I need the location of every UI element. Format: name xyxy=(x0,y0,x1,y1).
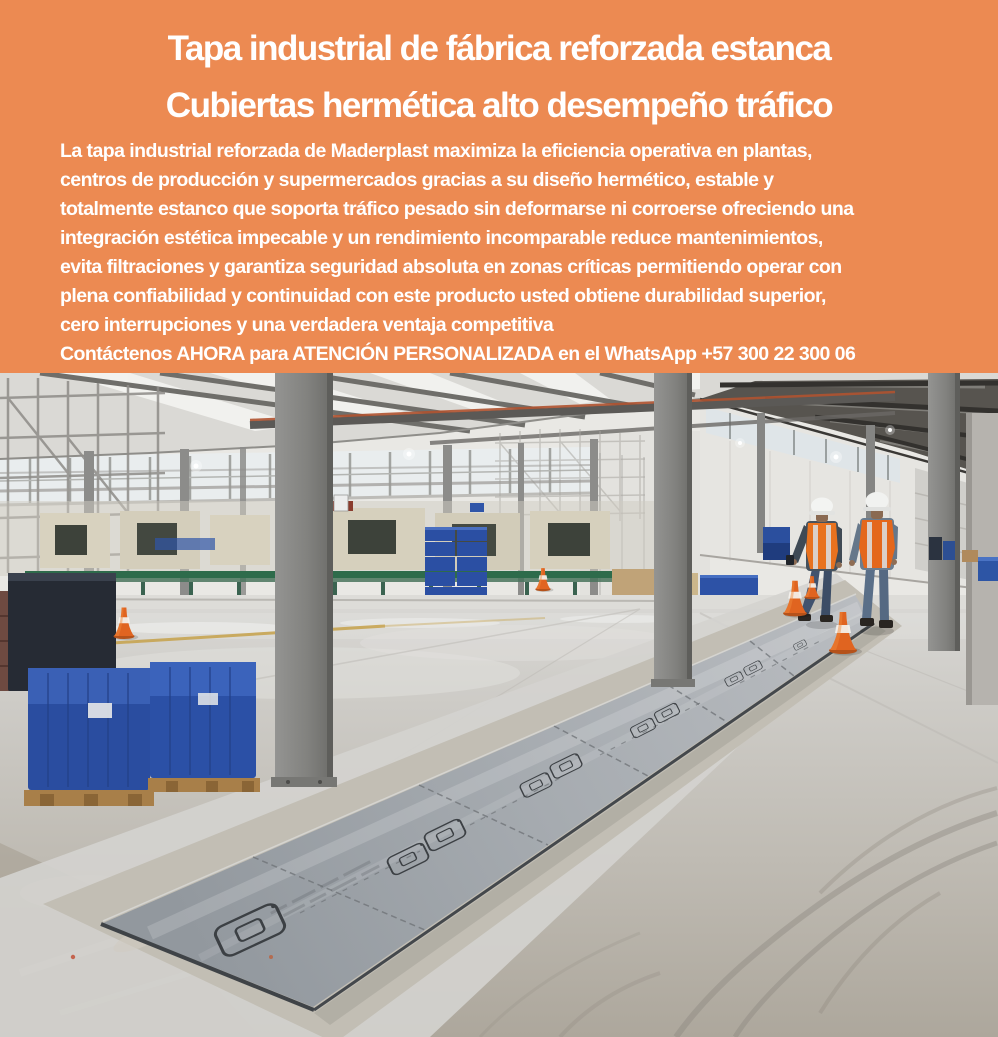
cardboard-box xyxy=(962,550,978,562)
copy-line: La tapa industrial reforzada de Maderplast maximiza la eficiencia operativa en plantas, xyxy=(60,140,812,162)
boot xyxy=(860,618,874,626)
whatsapp-contact-line: Contáctenos AHORA para ATENCIÓN PERSONALIZADA en el WhatsApp +57 300 22 300 06 xyxy=(60,343,856,365)
blue-machine-panel xyxy=(155,538,215,550)
reflective-stripe xyxy=(882,522,887,568)
copy-line: evita filtraciones y garantiza seguridad absoluta en zonas críticas permitiendo operar con xyxy=(60,256,842,278)
boot xyxy=(879,620,893,628)
page-title-line1: Tapa industrial de fábrica reforzada estanca xyxy=(167,29,831,68)
orange-header-banner xyxy=(0,0,998,373)
bin-label xyxy=(198,693,218,705)
safety-vest xyxy=(806,523,838,569)
factory-photo xyxy=(0,373,998,1037)
steel-column-center xyxy=(651,373,695,687)
copy-line: cero interrupciones y una verdadera ventaja competitiva xyxy=(60,314,554,336)
paint-dot xyxy=(71,955,75,959)
copy-line: plena confiabilidad y continuidad con este producto usted obtiene durabilidad superior, xyxy=(60,285,826,307)
marketing-copy xyxy=(60,137,980,369)
dark-drum xyxy=(929,537,942,560)
phone xyxy=(786,555,794,565)
copy-line: integración estética impecable y un rendimiento incomparable reduce mantenimientos, xyxy=(60,227,823,249)
factory-photo-illustration xyxy=(0,373,998,1037)
copy-line: totalmente estanco que soporta tráfico pesado sin deformarse ni corroerse ofreciendo una xyxy=(60,198,854,220)
copy-line: centros de producción y supermercados gracias a su diseño hermético, estable y xyxy=(60,169,774,191)
reflective-stripe xyxy=(826,525,831,569)
blue-bins-foreground xyxy=(28,662,256,790)
reflective-stripe xyxy=(867,522,872,568)
blue-drum xyxy=(943,541,955,560)
reflective-stripe xyxy=(813,525,818,569)
page-title-line2: Cubiertas hermética alto desempeño tráfico xyxy=(165,86,833,125)
steel-column-right xyxy=(928,373,960,651)
paint-dot xyxy=(269,955,273,959)
boot xyxy=(820,615,833,622)
wall-sign xyxy=(334,495,348,511)
safety-vest xyxy=(859,520,895,568)
steel-column-left xyxy=(271,373,337,787)
bin-label xyxy=(88,703,112,718)
